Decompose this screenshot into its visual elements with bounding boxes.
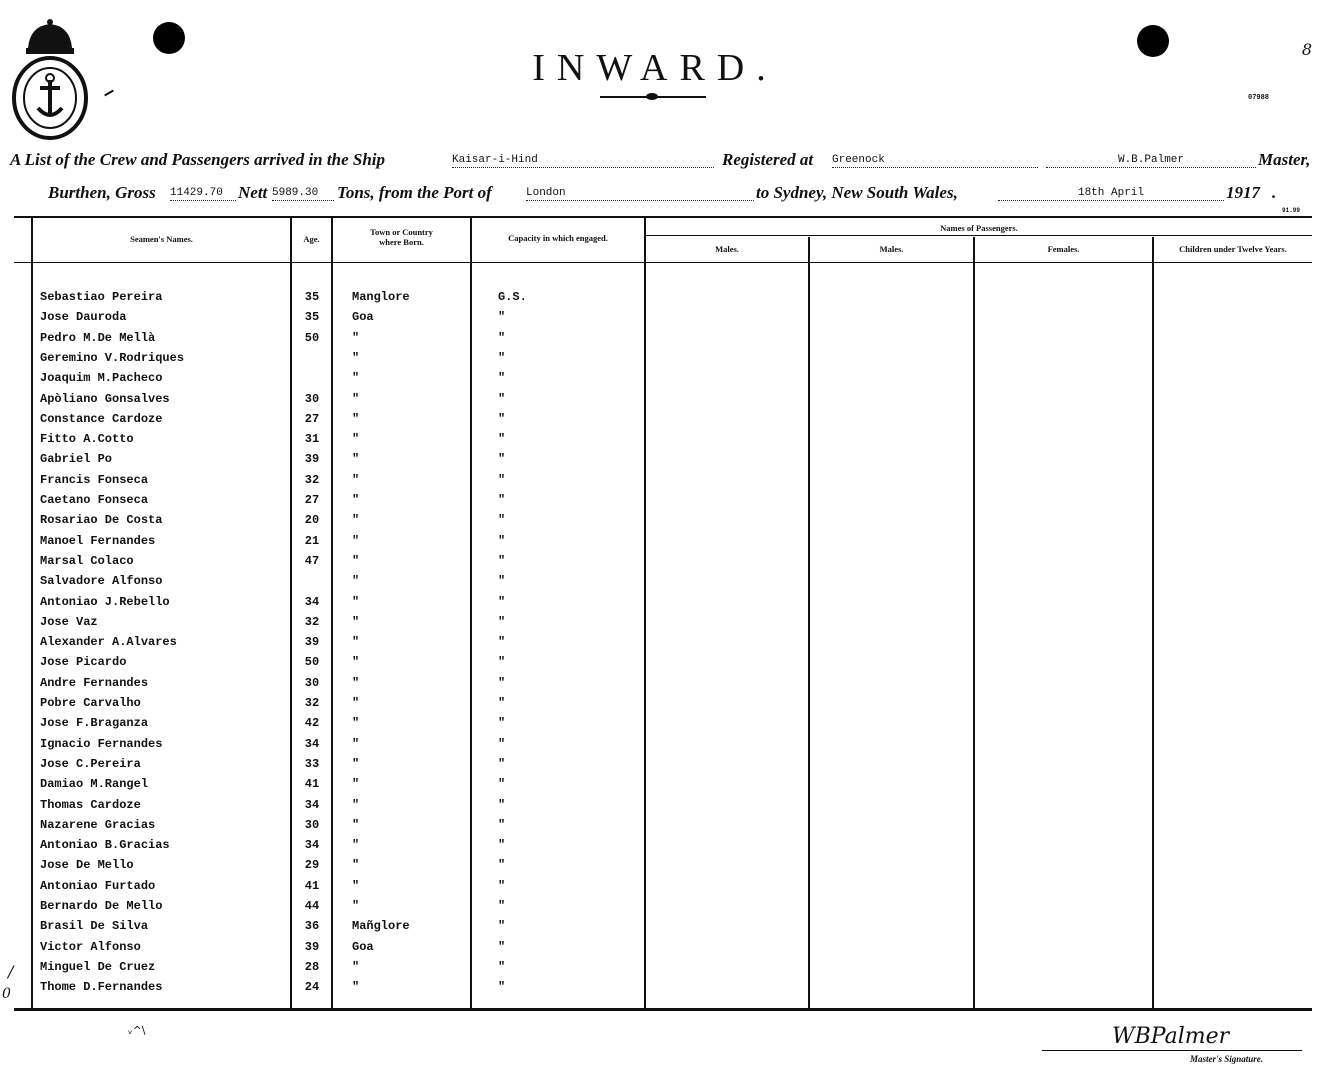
crew-capacity: " [498, 513, 506, 528]
crew-birthplace: " [352, 736, 360, 751]
crew-birthplace: " [352, 350, 360, 365]
col-header-capacity: Capacity in which engaged. [508, 233, 608, 243]
crew-capacity: " [498, 756, 506, 771]
crew-name: Marsal Colaco [40, 553, 134, 568]
crew-birthplace: " [352, 513, 360, 528]
header-nett-label: Nett [238, 183, 268, 202]
crew-birthplace: " [352, 675, 360, 690]
signature-caption: Master's Signature. [1190, 1054, 1264, 1064]
crew-age: 39 [304, 635, 320, 650]
crew-name: Apòliano Gonsalves [40, 391, 170, 406]
crew-capacity: " [498, 899, 506, 913]
crew-birthplace: " [352, 838, 360, 853]
crew-name: Geremino V.Rodriques [40, 350, 185, 365]
col-header-passengers: Names of Passengers. [940, 223, 1018, 233]
crew-birthplace: " [352, 432, 360, 447]
nett-tons-field: 5989.30 [272, 187, 334, 201]
crew-age: 28 [304, 959, 320, 974]
table-row [0, 655, 1330, 675]
crew-capacity: " [498, 614, 506, 629]
crew-birthplace: Goa [352, 310, 374, 325]
table-row [0, 960, 1330, 980]
crew-name: Damiao M.Rangel [40, 777, 149, 792]
crew-name: Constance Cardoze [40, 411, 163, 426]
crew-age: 50 [304, 655, 320, 670]
crew-birthplace: " [352, 980, 360, 995]
master-name-field: W.B.Palmer [1046, 154, 1256, 168]
table-row [0, 777, 1330, 797]
crew-birthplace: " [352, 777, 360, 792]
crew-name: Jose Vaz [40, 614, 98, 629]
table-row [0, 737, 1330, 757]
crew-name: Brasil De Silva [40, 919, 149, 934]
crew-capacity: " [498, 432, 506, 447]
crew-age: 35 [304, 290, 320, 304]
crew-capacity: " [498, 980, 506, 995]
table-row [0, 716, 1330, 736]
crew-capacity: " [498, 959, 506, 974]
col-header-age: Age. [303, 234, 320, 244]
crew-age: 30 [304, 675, 320, 690]
page-number: 8 [1301, 40, 1312, 59]
crew-name: Jose Dauroda [40, 310, 127, 325]
crew-name: Gabriel Po [40, 452, 113, 467]
crew-age: 50 [304, 330, 320, 345]
col-header-names: Seamen's Names. [130, 234, 193, 244]
crew-age: 42 [304, 716, 320, 731]
table-row [0, 452, 1330, 472]
crew-birthplace: " [352, 391, 360, 406]
crew-capacity: " [498, 391, 506, 406]
crew-age: 27 [304, 411, 320, 426]
year-field: 1917 [1226, 183, 1260, 202]
table-row [0, 351, 1330, 371]
table-row [0, 331, 1330, 351]
crew-birthplace: " [352, 655, 360, 670]
table-row [0, 493, 1330, 513]
crew-capacity: " [498, 939, 506, 954]
crew-birthplace: " [352, 452, 360, 467]
crew-birthplace: " [352, 797, 360, 812]
form-code: 07988 [1248, 94, 1270, 102]
registered-at-field: Greenock [832, 154, 1038, 168]
crew-capacity: " [498, 594, 506, 609]
ship-name-field: Kaisar-i-Hind [452, 154, 714, 168]
crew-birthplace: " [352, 411, 360, 426]
crew-birthplace: " [352, 330, 360, 345]
crew-birthplace: " [352, 533, 360, 548]
crew-birthplace: " [352, 614, 360, 629]
crew-birthplace: Goa [352, 939, 374, 954]
table-row [0, 696, 1330, 716]
col-header-females: Females. [1047, 244, 1080, 254]
margin-mark: / [8, 962, 14, 981]
crew-capacity: " [498, 736, 506, 751]
crew-age: 41 [304, 878, 320, 893]
table-row [0, 432, 1330, 452]
port-field: London [526, 187, 754, 201]
table-row [0, 554, 1330, 574]
header-period: . [1272, 183, 1277, 202]
crew-age: 39 [304, 939, 320, 954]
crew-birthplace: " [352, 493, 360, 507]
table-row [0, 534, 1330, 554]
table-row [0, 879, 1330, 899]
crew-name: Joaquim M.Pacheco [40, 371, 163, 386]
table-row [0, 513, 1330, 533]
crew-age: 32 [304, 614, 320, 629]
crew-age: 44 [304, 899, 320, 913]
crew-capacity: " [498, 330, 506, 345]
master-signature: WBPalmer [1112, 1024, 1230, 1049]
crew-age: 21 [304, 533, 320, 548]
crew-age: 32 [304, 696, 320, 710]
passenger-header-rule [646, 235, 1312, 236]
title-ornament [600, 96, 706, 98]
crew-capacity: " [498, 675, 506, 690]
crew-birthplace: " [352, 635, 360, 650]
crew-name: Jose F.Braganza [40, 716, 149, 731]
col-header-town [333, 227, 470, 247]
crew-capacity: " [498, 817, 506, 832]
crew-capacity: " [498, 574, 506, 589]
crew-age: 24 [304, 980, 320, 995]
header-bottom-rule [14, 262, 1312, 263]
crew-capacity: " [498, 371, 506, 386]
crew-capacity: " [498, 696, 506, 710]
crew-name: Nazarene Gracias [40, 817, 156, 832]
crew-name: Jose De Mello [40, 858, 134, 873]
crew-name: Antoniao B.Gracias [40, 838, 170, 853]
crew-name: Francis Fonseca [40, 472, 149, 487]
table-row [0, 919, 1330, 939]
crew-name: Thome D.Fernandes [40, 980, 163, 995]
table-row [0, 412, 1330, 432]
col-header-children: Children under Twelve Years. [1179, 244, 1287, 254]
crew-name: Pobre Carvalho [40, 696, 141, 710]
table-row [0, 290, 1330, 310]
header-line1-intro: A List of the Crew and Passengers arrived in the Ship [10, 150, 385, 169]
table-row [0, 473, 1330, 493]
crew-name: Thomas Cardoze [40, 797, 141, 812]
crew-capacity: " [498, 655, 506, 670]
crew-age: 36 [304, 919, 320, 934]
crew-age: 31 [304, 432, 320, 447]
crew-name: Manoel Fernandes [40, 533, 156, 548]
table-row [0, 980, 1330, 1000]
crew-capacity: " [498, 350, 506, 365]
crew-capacity: " [498, 472, 506, 487]
crew-name: Rosariao De Costa [40, 513, 163, 528]
crew-age: 47 [304, 553, 320, 568]
crew-birthplace: " [352, 696, 360, 710]
table-row [0, 595, 1330, 615]
table-row [0, 574, 1330, 594]
crew-birthplace: " [352, 574, 360, 589]
crew-birthplace: " [352, 472, 360, 487]
crew-capacity: " [498, 635, 506, 650]
crew-capacity: " [498, 493, 506, 507]
crew-birthplace: " [352, 899, 360, 913]
crew-capacity: " [498, 919, 506, 934]
col-header-town-line1: Town or Country [370, 227, 433, 237]
crew-age: 41 [304, 777, 320, 792]
table-top-rule [14, 216, 1312, 218]
crew-age: 20 [304, 513, 320, 528]
page-title: INWARD. [532, 47, 778, 89]
table-row [0, 940, 1330, 960]
crew-age: 30 [304, 817, 320, 832]
crew-capacity: G.S. [498, 290, 527, 304]
table-bottom-rule [14, 1008, 1312, 1011]
crew-birthplace: Mañglore [352, 919, 410, 934]
header-port-label: Tons, from the Port of [337, 183, 492, 202]
crew-age: 34 [304, 838, 320, 853]
col-header-town-line2: where Born. [379, 237, 424, 247]
crew-age: 29 [304, 858, 320, 873]
crew-age: 39 [304, 452, 320, 467]
crew-capacity: " [498, 553, 506, 568]
crew-birthplace: " [352, 716, 360, 731]
crew-capacity: " [498, 452, 506, 467]
crew-capacity: " [498, 878, 506, 893]
crew-name: Antoniao Furtado [40, 878, 156, 893]
crew-birthplace: " [352, 756, 360, 771]
margin-mark: 0 [2, 986, 11, 1002]
header-registered-label: Registered at [722, 150, 814, 169]
gross-tons-field: 11429.70 [170, 187, 236, 201]
crew-birthplace: " [352, 371, 360, 386]
stray-mark [104, 90, 114, 97]
crew-name: Jose C.Pereira [40, 756, 141, 771]
table-row [0, 798, 1330, 818]
crew-capacity: " [498, 777, 506, 792]
crew-name: Minguel De Cruez [40, 959, 156, 974]
signature-rule [1042, 1050, 1302, 1051]
crew-birthplace: " [352, 959, 360, 974]
crew-age: 27 [304, 493, 320, 507]
crew-capacity: " [498, 716, 506, 731]
crew-name: Salvadore Alfonso [40, 574, 163, 589]
crew-age: 34 [304, 736, 320, 751]
crew-name: Ignacio Fernandes [40, 736, 163, 751]
crew-name: Jose Picardo [40, 655, 127, 670]
table-row [0, 635, 1330, 655]
table-row [0, 676, 1330, 696]
crew-age: 33 [304, 756, 320, 771]
table-row [0, 757, 1330, 777]
crew-name: Alexander A.Alvares [40, 635, 177, 650]
table-row [0, 818, 1330, 838]
header-burthen-label: Burthen, Gross [48, 183, 156, 202]
crew-birthplace: " [352, 594, 360, 609]
crew-birthplace: " [352, 858, 360, 873]
crew-capacity: " [498, 838, 506, 853]
crew-name: Caetano Fonseca [40, 493, 149, 507]
crew-capacity: " [498, 310, 506, 325]
crew-name: Pedro M.De Mellà [40, 330, 156, 345]
crew-age: 35 [304, 310, 320, 325]
crew-name: Fitto A.Cotto [40, 432, 134, 447]
table-row [0, 310, 1330, 330]
col-header-males-2: Males. [879, 244, 904, 254]
table-row [0, 371, 1330, 391]
crew-birthplace: Manglore [352, 290, 410, 304]
col-header-males-1: Males. [715, 244, 739, 254]
crew-age: 32 [304, 472, 320, 487]
date-field: 18th April [998, 187, 1224, 201]
crew-capacity: " [498, 411, 506, 426]
crew-name: Andre Fernandes [40, 675, 149, 690]
crew-age: 34 [304, 797, 320, 812]
crew-name: Antoniao J.Rebello [40, 594, 170, 609]
crew-name: Bernardo De Mello [40, 899, 163, 913]
crew-name: Sebastiao Pereira [40, 290, 163, 304]
pencil-scribble: ᵥ^\ [128, 1024, 146, 1037]
header-master-label: Master, [1258, 150, 1311, 169]
table-row [0, 615, 1330, 635]
crew-capacity: " [498, 533, 506, 548]
crew-age: 34 [304, 594, 320, 609]
table-row [0, 858, 1330, 878]
form-code-2: 91.99 [1282, 207, 1301, 214]
header-destination-label: to Sydney, New South Wales, [756, 183, 958, 202]
crew-capacity: " [498, 858, 506, 873]
table-row [0, 392, 1330, 412]
crew-capacity: " [498, 797, 506, 812]
crew-age: 30 [304, 391, 320, 406]
crew-birthplace: " [352, 878, 360, 893]
crew-name: Victor Alfonso [40, 939, 141, 954]
crew-birthplace: " [352, 553, 360, 568]
table-row [0, 838, 1330, 858]
crew-birthplace: " [352, 817, 360, 832]
table-row [0, 899, 1330, 919]
